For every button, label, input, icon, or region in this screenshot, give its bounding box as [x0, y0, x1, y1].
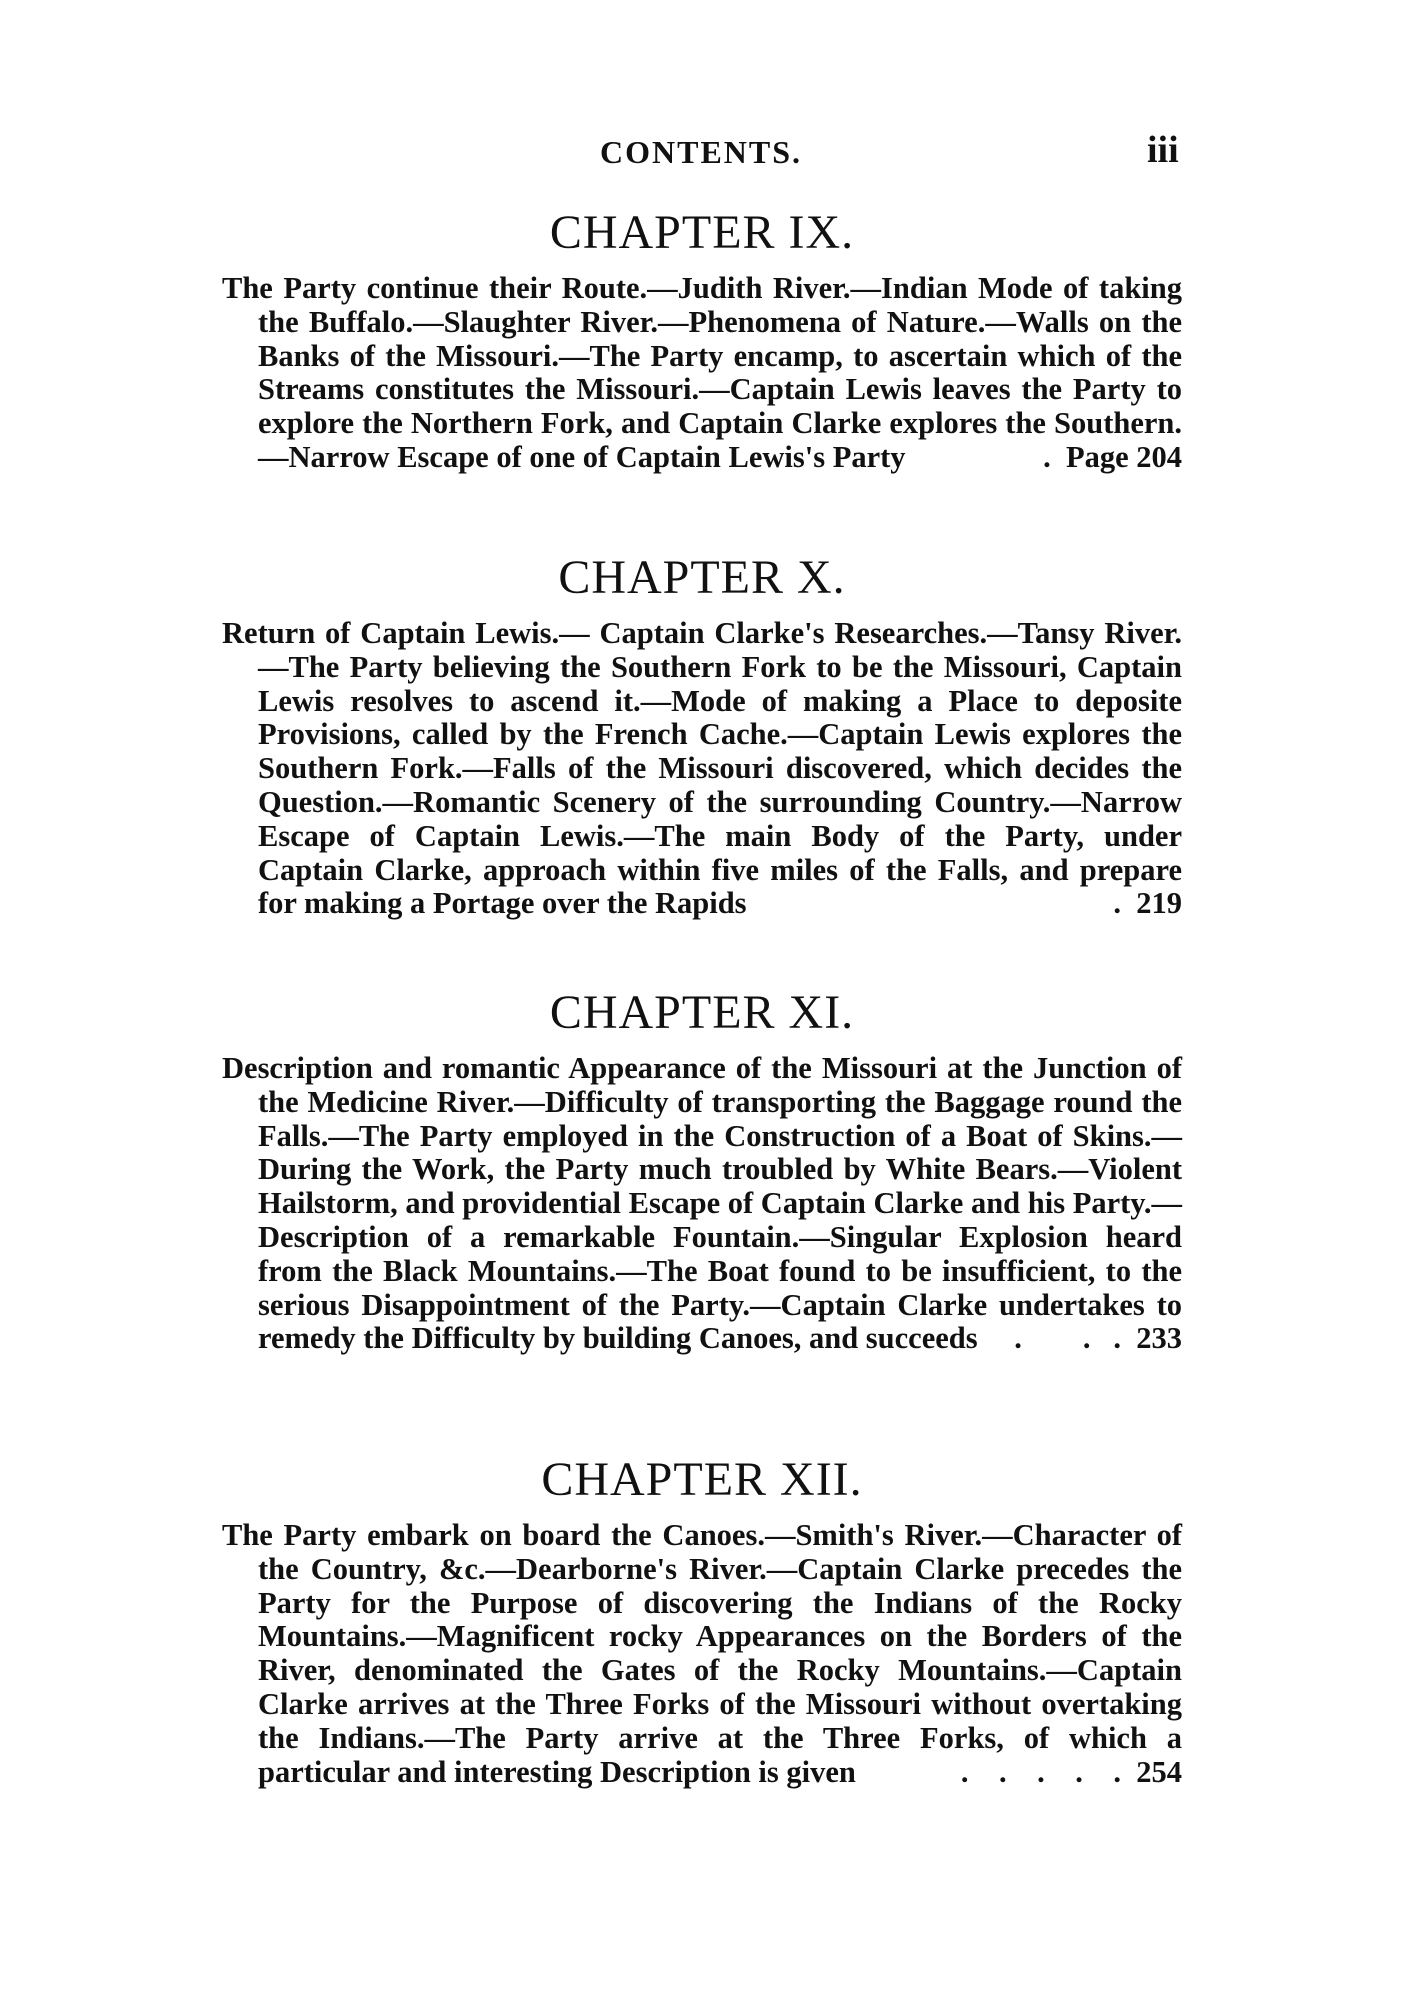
chapter-title: CHAPTER XII. — [541, 1453, 863, 1506]
chapter-summary — [222, 617, 1182, 921]
page-reference: . Page 204 — [1043, 439, 1182, 474]
chapter-title: CHAPTER XI. — [549, 986, 855, 1039]
summary-text: Return of Captain Lewis.— Captain Clarke's Researches.—Tansy River.—The Party believing the Southern Fork to be the Missouri, Captain Lewis resolves to ascend it.—Mode of making a Place to deposite Provisions, called by the French Cache.—Captain Lewis explores the Southern Fork.—Falls of the Missouri discovered, which decides the Question.—Romantic Scenery of the surrounding Country.—Narrow Escape of Captain Lewis.—The main Body of the Party, under Captain Clarke, approach within five miles of the Falls, and prepare for making a Portage over the Rapids — [222, 616, 1182, 921]
page-number: iii — [1147, 129, 1179, 171]
chapter-title: CHAPTER IX. — [549, 206, 855, 259]
page-reference: . . . 233 — [1014, 1321, 1182, 1356]
chapter-summary — [222, 1519, 1182, 1789]
summary-text: The Party embark on board the Canoes.—Smith's River.—Character of the Country, &c.—Dearborne's River.—Captain Clarke precedes the Party for the Purpose of discovering the Indians of the Rocky Mountains.—Magnificent rocky Appearances on the Borders of the River, denominated the Gates of the Rocky Mountains.—Captain Clarke arrives at the Three Forks of the Missouri without overtaking the Indians.—The Party arrive at the Three Forks, of which a particular and interesting Description is given — [222, 1518, 1182, 1789]
chapter-summary — [222, 1052, 1182, 1356]
chapter-title: CHAPTER X. — [558, 551, 846, 604]
chapter-entry-xi — [222, 985, 1182, 1356]
chapter-entry-ix — [222, 205, 1182, 475]
page-reference: . . . . . 254 — [960, 1754, 1182, 1789]
running-head: CONTENTS. — [600, 134, 803, 170]
summary-text: The Party continue their Route.—Judith River.—Indian Mode of taking the Buffalo.—Slaughter River.—Phenomena of Nature.—Walls on the Banks of the Missouri.—The Party encamp, to ascertain which of the Streams constitutes the Missouri.—Captain Lewis leaves the Party to explore the Northern Fork, and Captain Clarke explores the Southern.—Narrow Escape of one of Captain Lewis's Party — [222, 271, 1182, 474]
page-reference: . 219 — [1113, 886, 1182, 921]
chapter-summary — [222, 272, 1182, 475]
summary-text: Description and romantic Appearance of the Missouri at the Junction of the Medicine River.—Difficulty of transporting the Baggage round the Falls.—The Party employed in the Construction of a Boat of Skins.—During the Work, the Party much troubled by White Bears.—Violent Hailstorm, and providential Escape of Captain Clarke and his Party.—Description of a remarkable Fountain.—Singular Explosion heard from the Black Mountains.—The Boat found to be insufficient, to the serious Disappointment of the Party.—Captain Clarke undertakes to remedy the Difficulty by building Canoes, and succeeds — [222, 1051, 1182, 1356]
chapter-entry-x — [222, 550, 1182, 921]
chapter-entry-xii — [222, 1452, 1182, 1789]
